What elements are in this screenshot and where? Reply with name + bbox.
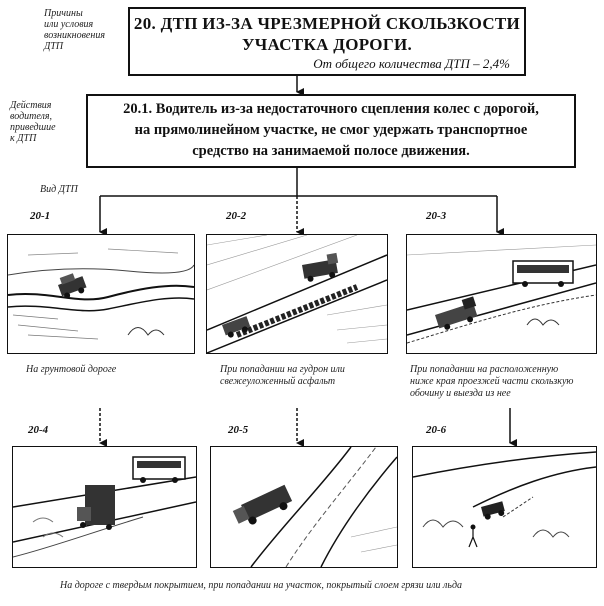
- side-label-type: Вид ДТП: [40, 184, 78, 195]
- caption-20-3-line: При попадании на расположенную: [410, 364, 559, 375]
- case-label-20-4: 20-4: [28, 424, 49, 436]
- action-line-3: средство на занимаемой полосе движения.: [192, 143, 470, 159]
- action-line-2: на прямолинейном участке, не смог удержать транспортное: [134, 122, 528, 138]
- title-subtitle: От общего количества ДТП – 2,4%: [313, 56, 510, 71]
- side-label-causes-line: Причины: [44, 8, 83, 19]
- case-label-20-2: 20-2: [226, 210, 247, 222]
- illustration-20-4: [12, 446, 197, 568]
- title-box: [128, 7, 526, 76]
- illustration-20-3: [406, 234, 597, 354]
- title-line-1: 20. ДТП ИЗ-ЗА ЧРЕЗМЕРНОЙ СКОЛЬЗКОСТИ: [133, 14, 521, 33]
- side-label-causes-line: или условия: [44, 19, 94, 30]
- bus-shape: [513, 261, 573, 287]
- shoulder-skid-drawing: [407, 235, 596, 353]
- caption-20-3: [410, 364, 573, 400]
- illustration-20-6: [412, 446, 597, 568]
- caption-20-2: [220, 364, 345, 388]
- truck-shape: [77, 485, 115, 530]
- illustration-20-1: [7, 234, 195, 354]
- case-label-20-5: 20-5: [228, 424, 249, 436]
- caption-20-3-line: ниже края проезжей части скользкую: [410, 376, 574, 387]
- side-label-causes: [44, 8, 105, 52]
- icy-road-truck-drawing: [211, 447, 397, 567]
- side-label-driver-actions: [10, 100, 56, 144]
- caption-20-3-line: обочину и выезда из нее: [410, 388, 511, 399]
- asphalt-skid-drawing: [207, 235, 387, 353]
- action-box: [86, 94, 576, 168]
- caption-20-2-line: свежеуложенный асфальт: [220, 376, 336, 387]
- roadside-crash-drawing: [413, 447, 596, 567]
- dirt-road-skid-drawing: [8, 235, 194, 353]
- side-label-actions-line: водителя,: [10, 111, 53, 122]
- caption-20-2-line: При попадании на гудрон или: [220, 364, 345, 375]
- muddy-road-truck-drawing: [13, 447, 196, 567]
- case-label-20-6: 20-6: [426, 424, 447, 436]
- case-label-20-3: 20-3: [426, 210, 447, 222]
- title-line-2: УЧАСТКА ДОРОГИ.: [241, 35, 413, 54]
- side-label-causes-line: ДТП: [44, 41, 64, 52]
- side-label-causes-line: возникновения: [44, 30, 105, 41]
- case-label-20-1: 20-1: [30, 210, 51, 222]
- caption-20-1-line: На грунтовой дороге: [26, 364, 117, 375]
- illustration-20-2: [206, 234, 388, 354]
- illustration-20-5: [210, 446, 398, 568]
- bus-shape: [133, 457, 185, 483]
- caption-20-1: [26, 364, 116, 376]
- action-line-1: 20.1. Водитель из-за недостаточного сцепления колес с дорогой,: [123, 101, 539, 117]
- side-label-actions-line: приведшие: [10, 122, 56, 133]
- side-label-actions-line: Действия: [10, 100, 52, 111]
- bottom-caption: На дороге с твердым покрытием, при попадании на участок, покрытый слоем грязи или льда: [60, 580, 462, 591]
- side-label-actions-line: к ДТП: [10, 133, 37, 144]
